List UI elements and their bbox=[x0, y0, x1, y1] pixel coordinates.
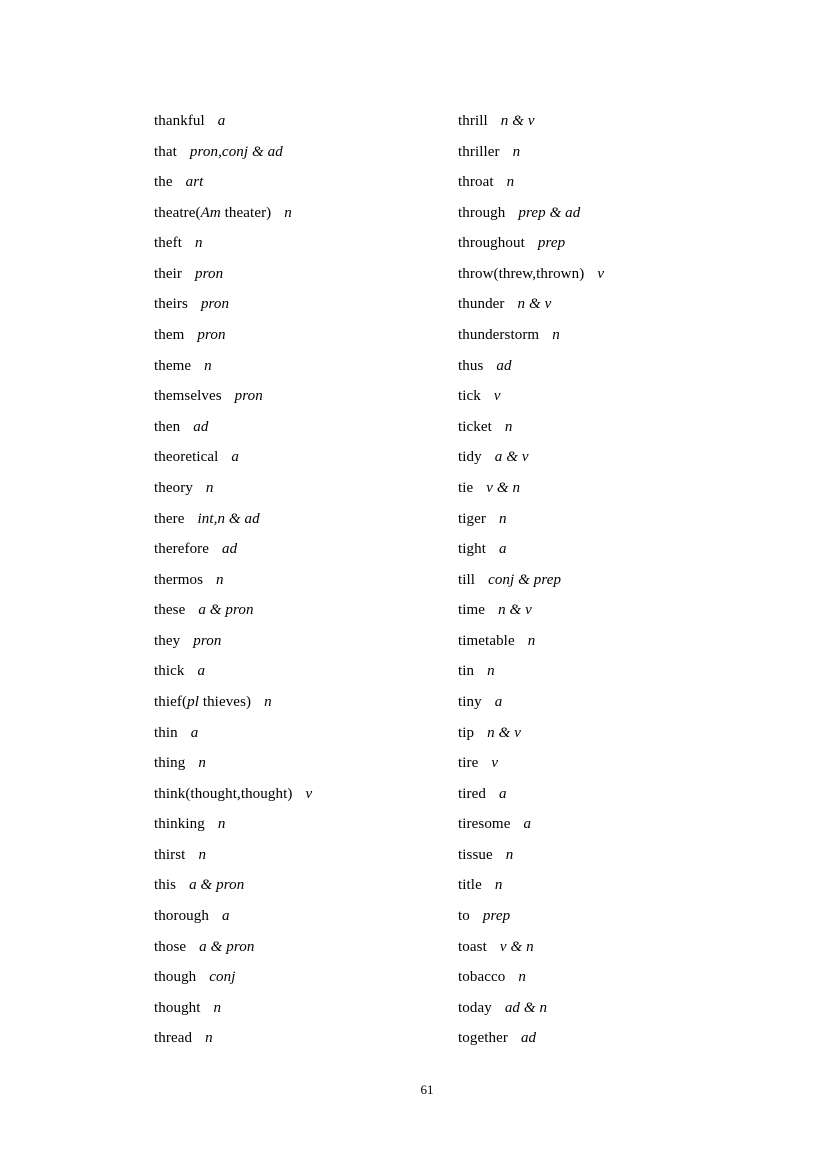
entry-word: till bbox=[458, 571, 476, 588]
entry-pos: a bbox=[197, 663, 206, 680]
entry-word: think(thought,thought) bbox=[154, 785, 293, 802]
word-entry bbox=[458, 962, 604, 993]
entry-pos: n bbox=[487, 663, 495, 680]
entry-word: thick bbox=[154, 663, 185, 680]
word-entry bbox=[458, 381, 604, 412]
entry-pos: a bbox=[523, 816, 532, 833]
entry-pos: a & pron bbox=[198, 602, 254, 619]
entry-word: tiresome bbox=[458, 816, 511, 833]
entry-pos: a bbox=[494, 693, 503, 710]
entry-pos: n bbox=[213, 999, 222, 1016]
entry-word: thin bbox=[154, 724, 178, 741]
word-entry bbox=[154, 289, 312, 320]
entry-pos: n bbox=[204, 357, 212, 374]
entry-word: thought bbox=[154, 999, 201, 1016]
entry-pos: n bbox=[518, 969, 526, 986]
word-entry bbox=[458, 870, 604, 901]
word-entry bbox=[154, 870, 312, 901]
page-number: 61 bbox=[420, 1082, 434, 1097]
entry-word: thread bbox=[154, 1030, 193, 1047]
entry-word: theft bbox=[154, 235, 182, 252]
entry-pos: a bbox=[499, 541, 507, 558]
entry-word: theme bbox=[154, 357, 192, 374]
word-entry bbox=[458, 320, 604, 351]
entry-pos: n bbox=[205, 479, 214, 496]
word-entry bbox=[458, 167, 604, 198]
word-entry bbox=[458, 534, 604, 565]
entry-word: tiger bbox=[458, 510, 486, 527]
word-entry bbox=[458, 289, 604, 320]
entry-pos: n bbox=[264, 693, 272, 710]
word-entry bbox=[154, 718, 312, 749]
entry-word: theirs bbox=[154, 296, 188, 313]
entry-pos: prep & ad bbox=[518, 204, 581, 221]
entry-word: thirst bbox=[154, 846, 186, 863]
entry-pos: a & pron bbox=[199, 938, 255, 955]
word-entry bbox=[458, 1023, 604, 1054]
entry-pos: a & pron bbox=[189, 877, 245, 894]
word-entry bbox=[154, 198, 312, 229]
entry-pos: n bbox=[216, 571, 224, 588]
word-entry bbox=[458, 351, 604, 382]
entry-word: tick bbox=[458, 388, 481, 405]
entry-word: timetable bbox=[458, 632, 515, 649]
word-entry bbox=[458, 106, 604, 137]
entry-word: throughout bbox=[458, 235, 525, 252]
word-entry bbox=[154, 351, 312, 382]
entry-pos: n bbox=[284, 204, 292, 221]
entry-word: the bbox=[154, 174, 173, 191]
entry-word: tobacco bbox=[458, 969, 506, 986]
entry-pos: n bbox=[552, 327, 560, 344]
entry-word: thermos bbox=[154, 571, 204, 588]
entry-word: thorough bbox=[154, 908, 209, 925]
word-entry bbox=[458, 840, 604, 871]
word-entry bbox=[154, 656, 312, 687]
entry-word: this bbox=[154, 877, 177, 894]
word-entry bbox=[458, 504, 604, 535]
entry-word: tie bbox=[458, 479, 474, 496]
entry-word: throw(threw,thrown) bbox=[458, 265, 585, 282]
entry-word: tire bbox=[458, 755, 479, 772]
entry-pos: n bbox=[195, 235, 203, 252]
entry-pos: v bbox=[597, 265, 605, 282]
word-entry bbox=[154, 1023, 312, 1054]
entry-word: today bbox=[458, 999, 492, 1016]
entry-word: thunder bbox=[458, 296, 505, 313]
word-entry bbox=[154, 840, 312, 871]
entry-word: their bbox=[154, 265, 182, 282]
word-entry bbox=[154, 137, 312, 168]
entry-word: time bbox=[458, 602, 486, 619]
entry-pos: pron bbox=[234, 388, 263, 405]
word-entry bbox=[458, 259, 604, 290]
entry-pos: int,n & ad bbox=[197, 510, 260, 527]
word-entry bbox=[154, 320, 312, 351]
word-entry bbox=[154, 993, 312, 1024]
entry-word: they bbox=[154, 632, 181, 649]
entry-word: those bbox=[154, 938, 187, 955]
entry-pos: v bbox=[305, 785, 313, 802]
entry-pos: a bbox=[231, 449, 240, 466]
word-entry bbox=[458, 932, 604, 963]
entry-word: thrill bbox=[458, 113, 488, 129]
entry-pos: n & v bbox=[500, 113, 535, 129]
entry-word: tin bbox=[458, 663, 475, 680]
word-entry bbox=[458, 412, 604, 443]
entry-pos: n bbox=[198, 755, 206, 772]
word-entry bbox=[154, 595, 312, 626]
entry-pos: v bbox=[493, 388, 501, 405]
word-entry bbox=[154, 565, 312, 596]
entry-word: though bbox=[154, 969, 197, 986]
entry-word: themselves bbox=[154, 388, 222, 405]
word-entry bbox=[154, 932, 312, 963]
entry-pos: pron bbox=[200, 296, 230, 313]
entry-pos: n bbox=[217, 816, 226, 833]
entry-pos: prep bbox=[482, 908, 511, 925]
entry-pos: n bbox=[506, 174, 515, 191]
word-entry bbox=[154, 228, 312, 259]
word-entry bbox=[458, 595, 604, 626]
entry-word: thief(pl thieves) bbox=[154, 693, 252, 710]
entry-pos: ad bbox=[520, 1030, 537, 1047]
word-entry bbox=[458, 748, 604, 779]
entry-pos: a bbox=[221, 908, 230, 925]
entry-word: tired bbox=[458, 785, 486, 802]
entry-word: therefore bbox=[154, 541, 210, 558]
word-entry bbox=[458, 993, 604, 1024]
entry-pos: n bbox=[504, 418, 513, 435]
entry-pos: n bbox=[499, 510, 507, 527]
entry-pos: art bbox=[185, 174, 204, 191]
entry-word: tight bbox=[458, 541, 487, 558]
entry-word: tiny bbox=[458, 693, 482, 710]
entry-word: tissue bbox=[458, 846, 493, 863]
word-entry bbox=[154, 504, 312, 535]
entry-pos: pron bbox=[197, 327, 226, 344]
entry-pos: ad bbox=[222, 541, 238, 558]
entry-word: theoretical bbox=[154, 449, 219, 466]
word-entry bbox=[458, 779, 604, 810]
entry-word: toast bbox=[458, 938, 487, 955]
entry-pos: ad & n bbox=[504, 999, 548, 1016]
entry-pos: ad bbox=[193, 418, 209, 435]
entry-word: throat bbox=[458, 174, 494, 191]
word-entry bbox=[154, 473, 312, 504]
word-entry bbox=[154, 687, 312, 718]
entry-pos: conj bbox=[209, 969, 236, 986]
entry-word: theatre(Am theater) bbox=[154, 204, 272, 221]
word-entry bbox=[154, 259, 312, 290]
entry-pos: pron bbox=[195, 265, 224, 282]
entry-pos: a bbox=[499, 785, 507, 802]
word-entry bbox=[458, 901, 604, 932]
word-entry bbox=[458, 565, 604, 596]
entry-word: title bbox=[458, 877, 482, 894]
word-entry bbox=[154, 748, 312, 779]
entry-word: thankful bbox=[154, 113, 205, 129]
word-entry bbox=[154, 412, 312, 443]
entry-word: thriller bbox=[458, 143, 500, 160]
entry-word: them bbox=[154, 327, 185, 344]
entry-word: then bbox=[154, 418, 181, 435]
entry-word: tidy bbox=[458, 449, 482, 466]
word-entry bbox=[154, 901, 312, 932]
word-entry bbox=[458, 473, 604, 504]
word-column-left bbox=[154, 106, 312, 1054]
entry-word: ticket bbox=[458, 418, 492, 435]
word-entry bbox=[458, 687, 604, 718]
entry-pos: n bbox=[512, 143, 521, 160]
entry-word: theory bbox=[154, 479, 193, 496]
entry-pos: a bbox=[217, 113, 226, 129]
entry-pos: ad bbox=[496, 357, 512, 374]
word-entry bbox=[154, 962, 312, 993]
entry-pos: n bbox=[527, 632, 536, 649]
entry-word: thing bbox=[154, 755, 186, 772]
word-entry bbox=[154, 106, 312, 137]
entry-word: thus bbox=[458, 357, 484, 374]
entry-word: tip bbox=[458, 724, 475, 741]
entry-pos: n & v bbox=[487, 724, 521, 741]
entry-pos: pron bbox=[193, 632, 222, 649]
entry-word: thinking bbox=[154, 816, 205, 833]
entry-pos: n bbox=[205, 1030, 213, 1047]
entry-word: these bbox=[154, 602, 186, 619]
word-entry bbox=[154, 381, 312, 412]
word-entry bbox=[458, 718, 604, 749]
entry-word: through bbox=[458, 204, 506, 221]
word-entry bbox=[154, 809, 312, 840]
word-column-right bbox=[458, 106, 604, 1054]
entry-pos: prep bbox=[537, 235, 566, 252]
entry-pos: conj & prep bbox=[488, 571, 562, 588]
word-entry bbox=[154, 779, 312, 810]
word-entry bbox=[154, 167, 312, 198]
word-entry bbox=[458, 626, 604, 657]
entry-pos: n bbox=[505, 846, 514, 863]
entry-word: there bbox=[154, 510, 185, 527]
entry-word: to bbox=[458, 908, 470, 925]
entry-word: together bbox=[458, 1030, 508, 1047]
word-entry bbox=[458, 198, 604, 229]
word-entry bbox=[154, 534, 312, 565]
entry-pos: v & n bbox=[486, 479, 521, 496]
word-entry bbox=[458, 656, 604, 687]
entry-pos: n & v bbox=[498, 602, 532, 619]
entry-pos: n & v bbox=[517, 296, 552, 313]
entry-pos: a & v bbox=[494, 449, 529, 466]
entry-pos: v & n bbox=[499, 938, 534, 955]
entry-pos: n bbox=[198, 846, 207, 863]
word-entry bbox=[458, 809, 604, 840]
entry-word: that bbox=[154, 143, 177, 160]
word-entry bbox=[458, 137, 604, 168]
word-entry bbox=[458, 228, 604, 259]
entry-word: thunderstorm bbox=[458, 327, 540, 344]
word-entry bbox=[154, 442, 312, 473]
entry-pos: n bbox=[494, 877, 503, 894]
word-entry bbox=[154, 626, 312, 657]
entry-pos: pron,conj & ad bbox=[189, 143, 283, 160]
entry-pos: v bbox=[491, 755, 499, 772]
entry-pos: a bbox=[190, 724, 199, 741]
word-entry bbox=[458, 442, 604, 473]
